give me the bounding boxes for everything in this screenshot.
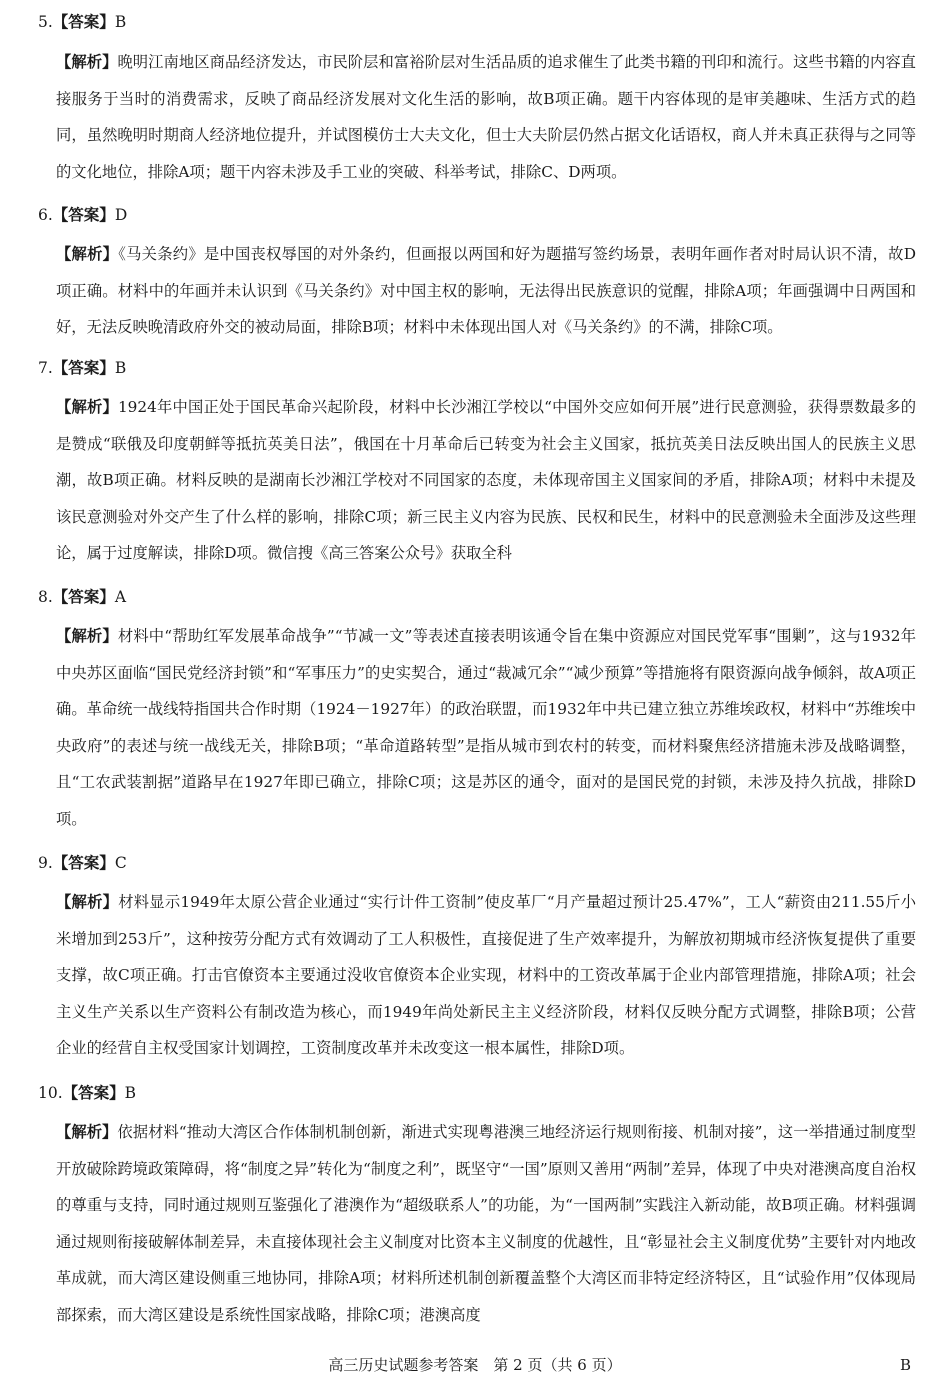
question-number: 9. — [38, 854, 53, 872]
answer-tag: 【答案】 — [52, 205, 115, 224]
answer-line — [38, 853, 127, 873]
answer-value: D — [114, 206, 128, 224]
question-number: 7. — [38, 359, 53, 377]
page-number: 高三历史试题参考答案 第 2 页（共 6 页） — [328, 1356, 622, 1374]
question-number: 8. — [38, 588, 53, 606]
answer-value: A — [114, 588, 127, 606]
analysis-tag: 【解析】 — [56, 53, 118, 71]
analysis-paragraph — [56, 389, 916, 572]
question-number: 10. — [38, 1084, 63, 1102]
answer-line — [38, 358, 126, 378]
analysis-paragraph — [56, 44, 916, 190]
answer-tag: 【答案】 — [62, 1083, 125, 1102]
answer-line — [38, 12, 126, 32]
answer-tag: 【答案】 — [52, 358, 115, 377]
answer-line — [38, 1083, 136, 1103]
analysis-tag: 【解析】 — [56, 245, 119, 263]
answer-line — [38, 205, 127, 225]
analysis-text: 材料中“帮助红军发展革命战争”“节减一文”等表述直接表明该通令旨在集中资源应对国民党军事“围剿”，这与1932年中央苏区面临“国民党经济封锁”和“军事压力”的史实契合，通过“裁减冗余”“减少预算”等措施将有限资源向战争倾斜，故A项正确。革命统一战线特指国共合作时期（1924－1927年）的政治联盟，而1932年中共已建立独立苏维埃政权，材料中“苏维埃中央政府”的表述与统一战线无关，排除B项；“革命道路转型”是指从城市到农村的转变，而材料聚焦经济措施未涉及战略调整，且“工农武装割据”道路早在1927年即已确立，排除C项；这是苏区的通令，面对的是国民党的封锁，未涉及持久抗战，排除D项。 — [56, 627, 916, 828]
analysis-tag: 【解析】 — [56, 893, 119, 911]
question-number: 5. — [38, 13, 53, 31]
analysis-text: 1924年中国正处于国民革命兴起阶段，材料中长沙湘江学校以“中国外交应如何开展”进行民意测验，获得票数最多的是赞成“联俄及印度朝鲜等抵抗英美日法”，俄国在十月革命后已转变为社会主义国家，抵抗英美日法反映出国人的民族主义思潮，故B项正确。材料反映的是湖南长沙湘江学校对不同国家的态度，未体现帝国主义国家间的矛盾，排除A项；材料中未提及该民意测验对外交产生了什么样的影响，排除C项；新三民主义内容为民族、民权和民生，材料中的民意测验未全面涉及这些理论，属于过度解读，排除D项。微信搜《高三答案公众号》获取全科 — [56, 398, 916, 562]
analysis-text: 《马关条约》是中国丧权辱国的对外条约，但画报以两国和好为题描写签约场景，表明年画作者对时局认识不清，故D项正确。材料中的年画并未认识到《马关条约》对中国主权的影响，无法得出民族意识的觉醒，排除A项；年画强调中日两国和好，无法反映晚清政府外交的被动局面，排除B项；材料中未体现出国人对《马关条约》的不满，排除C项。 — [56, 245, 916, 336]
analysis-paragraph — [56, 236, 916, 346]
answer-value: B — [114, 13, 127, 31]
answer-line — [38, 587, 126, 607]
analysis-text: 材料显示1949年太原公营企业通过“实行计件工资制”使皮革厂“月产量超过预计25.47%”，工人“薪资由211.55斤小米增加到253斤”，这种按劳分配方式有效调动了工人积极性，直接促进了生产效率提升，为解放初期城市经济恢复提供了重要支撑，故C项正确。打击官僚资本主要通过没收官僚资本企业实现，材料中的工资改革属于企业内部管理措施，排除A项；社会主义生产关系以生产资料公有制改造为核心，而1949年尚处新民主主义经济阶段，材料仅反映分配方式调整，排除B项；公营企业的经营自主权受国家计划调控，工资制度改革并未改变这一根本属性，排除D项。 — [56, 893, 916, 1057]
question-number: 6. — [38, 206, 53, 224]
answer-value: B — [124, 1084, 137, 1102]
analysis-text: 依据材料“推动大湾区合作体制机制创新，渐进式实现粤港澳三地经济运行规则衔接、机制对接”，这一举措通过制度型开放破除跨境政策障碍，将“制度之异”转化为“制度之利”，既坚守“一国”原则又善用“两制”差异，体现了中央对港澳高度自治权的尊重与支持，同时通过规则互鉴强化了港澳作为“超级联系人”的功能，为“一国两制”实践注入新动能，故B项正确。材料强调通过规则衔接破解体制差异，未直接体现社会主义制度对比资本主义制度的优越性，且“彰显社会主义制度优势”主要针对内地改革成就，而大湾区建设侧重三地协同，排除A项；材料所述机制创新覆盖整个大湾区而非特定经济特区，且“试验作用”仅体现局部探索，而大湾区建设是系统性国家战略，排除C项；港澳高度 — [56, 1123, 916, 1324]
analysis-text: 晚明江南地区商品经济发达，市民阶层和富裕阶层对生活品质的追求催生了此类书籍的刊印和流行。这些书籍的内容直接服务于当时的消费需求，反映了商品经济发展对文化生活的影响，故B项正确。题干内容体现的是审美趣味、生活方式的趋同，虽然晚明时期商人经济地位提升，并试图模仿士大夫文化，但士大夫阶层仍然占据文化话语权，商人并未真正获得与之同等的文化地位，排除A项；题干内容未涉及手工业的突破、科举考试，排除C、D两项。 — [56, 53, 916, 181]
analysis-tag: 【解析】 — [56, 398, 118, 416]
analysis-paragraph — [56, 618, 916, 837]
answer-value: B — [114, 359, 127, 377]
analysis-paragraph — [56, 884, 916, 1067]
answer-value: C — [114, 854, 127, 872]
analysis-paragraph — [56, 1114, 916, 1333]
answer-tag: 【答案】 — [52, 12, 115, 31]
paper-version: B — [900, 1356, 912, 1374]
answer-tag: 【答案】 — [52, 587, 115, 606]
answer-tag: 【答案】 — [52, 853, 115, 872]
analysis-tag: 【解析】 — [56, 627, 118, 645]
analysis-tag: 【解析】 — [56, 1123, 118, 1141]
